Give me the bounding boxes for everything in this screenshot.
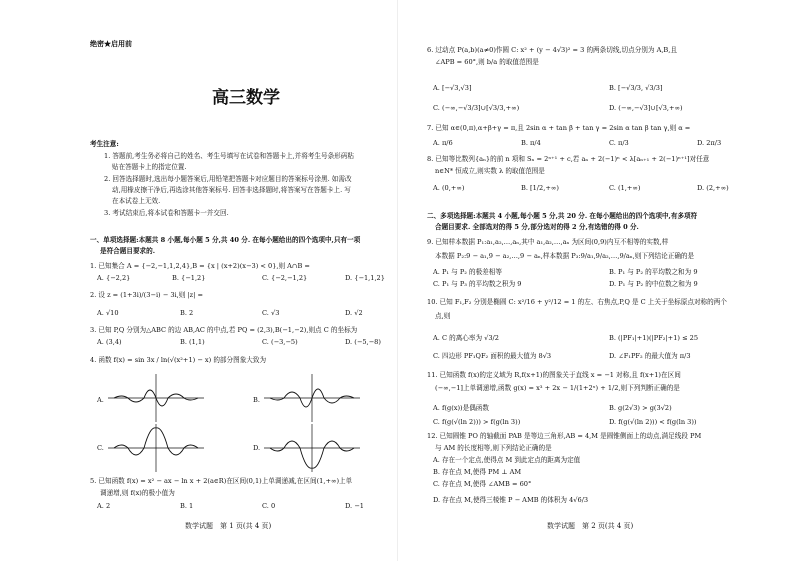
option: B. P₁ 与 P₂ 的平均数之和为 9 — [609, 268, 698, 276]
question-2: 2. 设 z = (1+3i)/(3−i) − 3i,则 |z| = — [90, 291, 203, 299]
notice-line: 1. 答题前,考生务必将自己的姓名、考生号填写在试卷和答题卡上,并将考生号条形码粘 — [104, 152, 354, 160]
option: A. 2 — [97, 502, 111, 510]
page-title: 高三数学 — [212, 88, 280, 108]
option: A. C 的离心率为 √3/2 — [433, 334, 499, 342]
option: D. √2 — [345, 309, 363, 317]
section-heading: 合题目要求. 全部选对的得 5 分,部分选对的得 2 分,有选错的得 0 分. — [435, 223, 639, 231]
question-10: 点,则 — [435, 312, 451, 320]
section-heading: 一、单项选择题:本题共 8 小题,每小题 5 分,共 40 分. 在每小题给出的四个选项中,只有一项 — [90, 236, 361, 244]
option: A. [−√3,√3] — [433, 84, 472, 92]
option: D. −1 — [345, 502, 364, 510]
notice-heading: 考生注意: — [90, 140, 119, 148]
question-11: (−∞,−1]上单调递增,函数 g(x) = x³ + 2x − 1/(1+2ˣ) + 1/2,则下列判断正确的是 — [435, 384, 680, 392]
option: D. {−1,1,2} — [345, 274, 385, 282]
option: C. π/3 — [609, 139, 629, 147]
option: D. f(g(√(ln 2))) < f(g(ln 3)) — [609, 418, 697, 426]
option: D. P₁ 与 P₂ 的中位数之和为 9 — [609, 280, 698, 288]
notice-line: 在本试卷上无效. — [112, 197, 161, 205]
option: B. 1 — [180, 502, 194, 510]
graph-a — [106, 372, 206, 424]
option: B. (|PF₁|+1)(|PF₂|+1) ≤ 25 — [609, 334, 699, 342]
question-9: 本数据 P₂:9 − a₁,9 − a₂,…,9 − aₙ,样本数据 P₃:9/a₁,9/a₂,…,9/aₙ,则下列结论正确的是 — [435, 252, 695, 260]
option: B. [1/2,+∞) — [521, 184, 559, 192]
question-8: n∈N* 恒成立,则实数 λ 的取值范围是 — [435, 167, 545, 175]
option: D. — [253, 444, 261, 452]
option: B. 2 — [180, 309, 194, 317]
right-page — [397, 0, 794, 561]
option: C. (1,+∞) — [609, 184, 641, 192]
option: B. π/4 — [521, 139, 541, 147]
option: C. P₁ 与 P₃ 的平均数之积为 9 — [433, 280, 522, 288]
question-7: 7. 已知 α∈(0,π),α+β+γ = π,且 2sin α + tan β + tan γ = 2sin α tan β tan γ,则 α = — [427, 124, 691, 132]
option: B. (1,1) — [180, 338, 205, 346]
notice-line: 贴在答题卡上的指定位置. — [112, 163, 187, 171]
option: D. (2,+∞) — [697, 184, 729, 192]
option: D. 存在点 M,使得三棱锥 P − AMB 的体积为 4√6/3 — [433, 496, 589, 504]
option: D. (−5,−8) — [345, 338, 381, 346]
option: A. (3,4) — [97, 338, 122, 346]
option: B. 存在点 M,使得 PM ⊥ AM — [433, 468, 522, 476]
option: C. √3 — [262, 309, 280, 317]
option: B. g(2√3) > g(3√2) — [609, 404, 672, 412]
option: A. (0,+∞) — [433, 184, 465, 192]
notice-line: 3. 考试结束后,将本试卷和答题卡一并交回. — [104, 209, 229, 217]
question-6: 6. 过动点 P(a,b)(a≠0)作圆 C: x² + (y − 4√3)² = 3 的两条切线,切点分别为 A,B,且 — [427, 46, 677, 54]
option: C. {−2,−1,2} — [262, 274, 308, 282]
graph-c — [106, 422, 206, 474]
question-12: 与 AM 的长度相等,则下列结论正确的是 — [435, 444, 552, 452]
option: A. π/6 — [433, 139, 453, 147]
option: C. 四边形 PF₁QF₂ 面积的最大值为 8√3 — [433, 352, 552, 360]
option: D. 2π/3 — [697, 139, 722, 147]
page-footer: 数学试题 第 1 页(共 4 页) — [185, 522, 272, 530]
option: A. P₁ 与 P₂ 的极差相等 — [433, 268, 502, 276]
option: A. √10 — [97, 309, 119, 317]
notice-line: 2. 回答选择题时,选出每小题答案后,用铅笔把答题卡对应题目的答案标号涂黑. 如需改 — [104, 175, 352, 183]
question-10: 10. 已知 F₁,F₂ 分别是椭圆 C: x²/16 + y²/12 = 1 的左、右焦点,P,Q 是 C 上关于坐标原点对称的两个 — [427, 298, 727, 306]
option: C. — [97, 444, 104, 452]
notice-line: 动,用橡皮擦干净后,再选涂其他答案标号. 回答非选择题时,将答案写在答题卡上. 写 — [112, 186, 351, 194]
option: B. {−1,2} — [172, 274, 206, 282]
section-heading: 二、多项选择题:本题共 4 小题,每小题 5 分,共 20 分. 在每小题给出的四个选项中,有多项符 — [427, 212, 698, 220]
graph-b — [262, 372, 362, 424]
option: C. f(g(√(ln 2))) > f(g(ln 3)) — [433, 418, 521, 426]
option: B. [−√3/3, √3/3] — [609, 84, 663, 92]
question-6: ∠APB = 60°,则 b/a 的取值范围是 — [435, 58, 539, 66]
option: C. (−∞,−√3/3]∪[√3/3,+∞) — [433, 104, 520, 112]
option: C. 存在点 M,使得 ∠AMB = 60° — [433, 480, 532, 488]
option: B. — [253, 396, 260, 404]
question-3: 3. 已知 P,Q 分别为△ABC 的边 AB,AC 的中点,若 PQ = (2,3),B(−1,−2),则点 C 的坐标为 — [90, 326, 358, 334]
question-9: 9. 已知样本数据 P₁:a₁,a₂,…,aₙ,其中 a₁,a₂,…,aₙ 为区间(0,9)内互不相等的实数,样 — [427, 238, 669, 246]
option: A. {−2,2} — [97, 274, 131, 282]
section-heading: 是符合题目要求的. — [100, 247, 156, 255]
question-12: 12. 已知圆锥 PO 的轴截面 PAB 是等边三角形,AB = 4,M 是圆锥侧面上的动点,满足线段 PM — [427, 432, 702, 440]
question-11: 11. 已知函数 f(x)的定义域为 R,f(x+1)的图象关于直线 x = −1 对称,且 f(x+1)在区间 — [427, 371, 681, 379]
question-1: 1. 已知集合 A = {−2,−1,1,2,4},B = {x | (x+2)(x−3) < 0},则 A∩B = — [90, 262, 310, 270]
graph-d — [262, 422, 362, 474]
option: A. f(g(x))是偶函数 — [433, 404, 489, 412]
option: A. 存在一个定点,使得点 M 到此定点的距离为定值 — [433, 456, 581, 464]
question-5: 调递增,则 f(x)的极小值为 — [100, 489, 175, 497]
option: C. (−3,−5) — [262, 338, 298, 346]
option: D. (−∞,−√3]∪[√3,+∞) — [609, 104, 683, 112]
option: C. 0 — [262, 502, 276, 510]
question-5: 5. 已知函数 f(x) = x² − ax − ln x + 2(a∈R)在区间(0,1)上单调递减,在区间(1,+∞)上单 — [90, 477, 353, 485]
option: D. ∠F₁PF₂ 的最大值为 π/3 — [609, 352, 691, 360]
secret-label: 绝密★启用前 — [90, 39, 132, 48]
page-footer: 数学试题 第 2 页(共 4 页) — [547, 522, 634, 530]
question-8: 8. 已知等比数列{aₙ}的前 n 项和 Sₙ = 2ⁿ⁺¹ + c,若 aₙ + 2(−1)ⁿ < λ[aₙ₊₁ + 2(−1)ⁿ⁺¹]对任意 — [427, 155, 710, 163]
question-4: 4. 函数 f(x) = sin 3x / ln(√(x²+1) − x) 的部分图象大致为 — [90, 356, 267, 364]
option: A. — [97, 396, 104, 404]
